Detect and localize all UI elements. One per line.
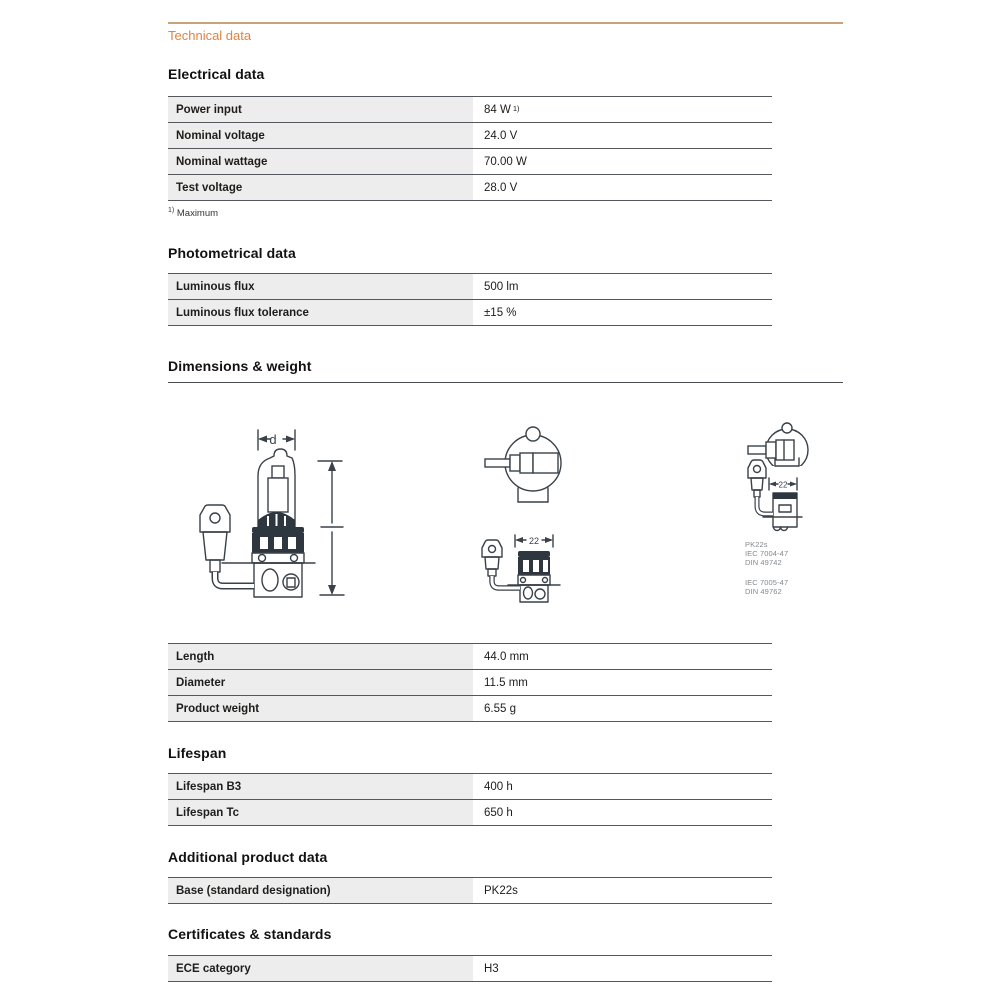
lifespan-table [168, 773, 772, 826]
row-value: 84 W $^{1)}$ [484, 103, 520, 116]
dimensions-weight-heading: Dimensions & weight [168, 358, 312, 374]
table-row [168, 644, 772, 670]
bulb-side-view-diagram [190, 420, 355, 610]
row-label: Product weight [168, 696, 473, 721]
table-footnote: $^{1)}$ Maximum [168, 207, 219, 220]
base-width-label: 22 [528, 536, 540, 546]
row-label: Luminous flux tolerance [168, 300, 473, 325]
row-label: Lifespan Tc [168, 800, 473, 825]
base-standards-text: PK22s IEC 7004-47 DIN 49742 [745, 540, 789, 567]
row-label: Diameter [168, 670, 473, 695]
table-row [168, 97, 772, 123]
table-row [168, 274, 772, 300]
certificates-standards-heading: Certificates & standards [168, 926, 332, 942]
additional-product-data-table [168, 877, 772, 904]
row-label: Nominal voltage [168, 123, 473, 148]
row-value: 6.55 g [484, 702, 516, 715]
electrical-data-heading: Electrical data [168, 66, 265, 82]
base-top-and-side-view-diagram [478, 418, 583, 613]
row-label: Test voltage [168, 175, 473, 200]
table-row [168, 123, 772, 149]
table-row [168, 149, 772, 175]
dimensions-weight-table [168, 643, 772, 722]
holder-standards-text: IEC 7005-47 DIN 49762 [745, 578, 789, 596]
table-row [168, 670, 772, 696]
row-label: Base (standard designation) [168, 878, 473, 903]
row-label: Power input [168, 97, 473, 122]
additional-product-data-heading: Additional product data [168, 849, 328, 865]
top-divider-rule [168, 22, 843, 24]
certificates-standards-table [168, 955, 772, 982]
row-value: 44.0 mm [484, 650, 529, 663]
row-label: ECE category [168, 956, 473, 981]
electrical-data-table [168, 96, 772, 201]
row-value: 28.0 V [484, 181, 518, 194]
table-row [168, 774, 772, 800]
row-value: 400 h [484, 780, 513, 793]
row-value: 500 lm [484, 280, 519, 293]
dimensions-section-rule [168, 382, 843, 383]
diameter-label: d [269, 432, 277, 447]
technical-data-link[interactable]: Technical data [168, 28, 252, 43]
lifespan-heading: Lifespan [168, 745, 227, 761]
photometrical-data-table [168, 273, 772, 326]
base-width-label: 22 [778, 480, 788, 490]
row-value: 70.00 W [484, 155, 527, 168]
row-label: Nominal wattage [168, 149, 473, 174]
row-value: 650 h [484, 806, 513, 819]
row-value: H3 [484, 962, 499, 975]
row-value: ±15 % [484, 306, 517, 319]
row-label: Length [168, 644, 473, 669]
row-label: Luminous flux [168, 274, 473, 299]
table-row [168, 175, 772, 201]
row-label: Lifespan B3 [168, 774, 473, 799]
table-row [168, 300, 772, 326]
table-row [168, 696, 772, 722]
table-row [168, 800, 772, 826]
row-value: 11.5 mm [484, 676, 528, 689]
footnote-marker: 1) [512, 104, 520, 113]
table-row [168, 956, 772, 982]
photometrical-data-heading: Photometrical data [168, 245, 296, 261]
row-value: 24.0 V [484, 129, 518, 142]
row-value: PK22s [484, 884, 518, 897]
table-row [168, 878, 772, 904]
